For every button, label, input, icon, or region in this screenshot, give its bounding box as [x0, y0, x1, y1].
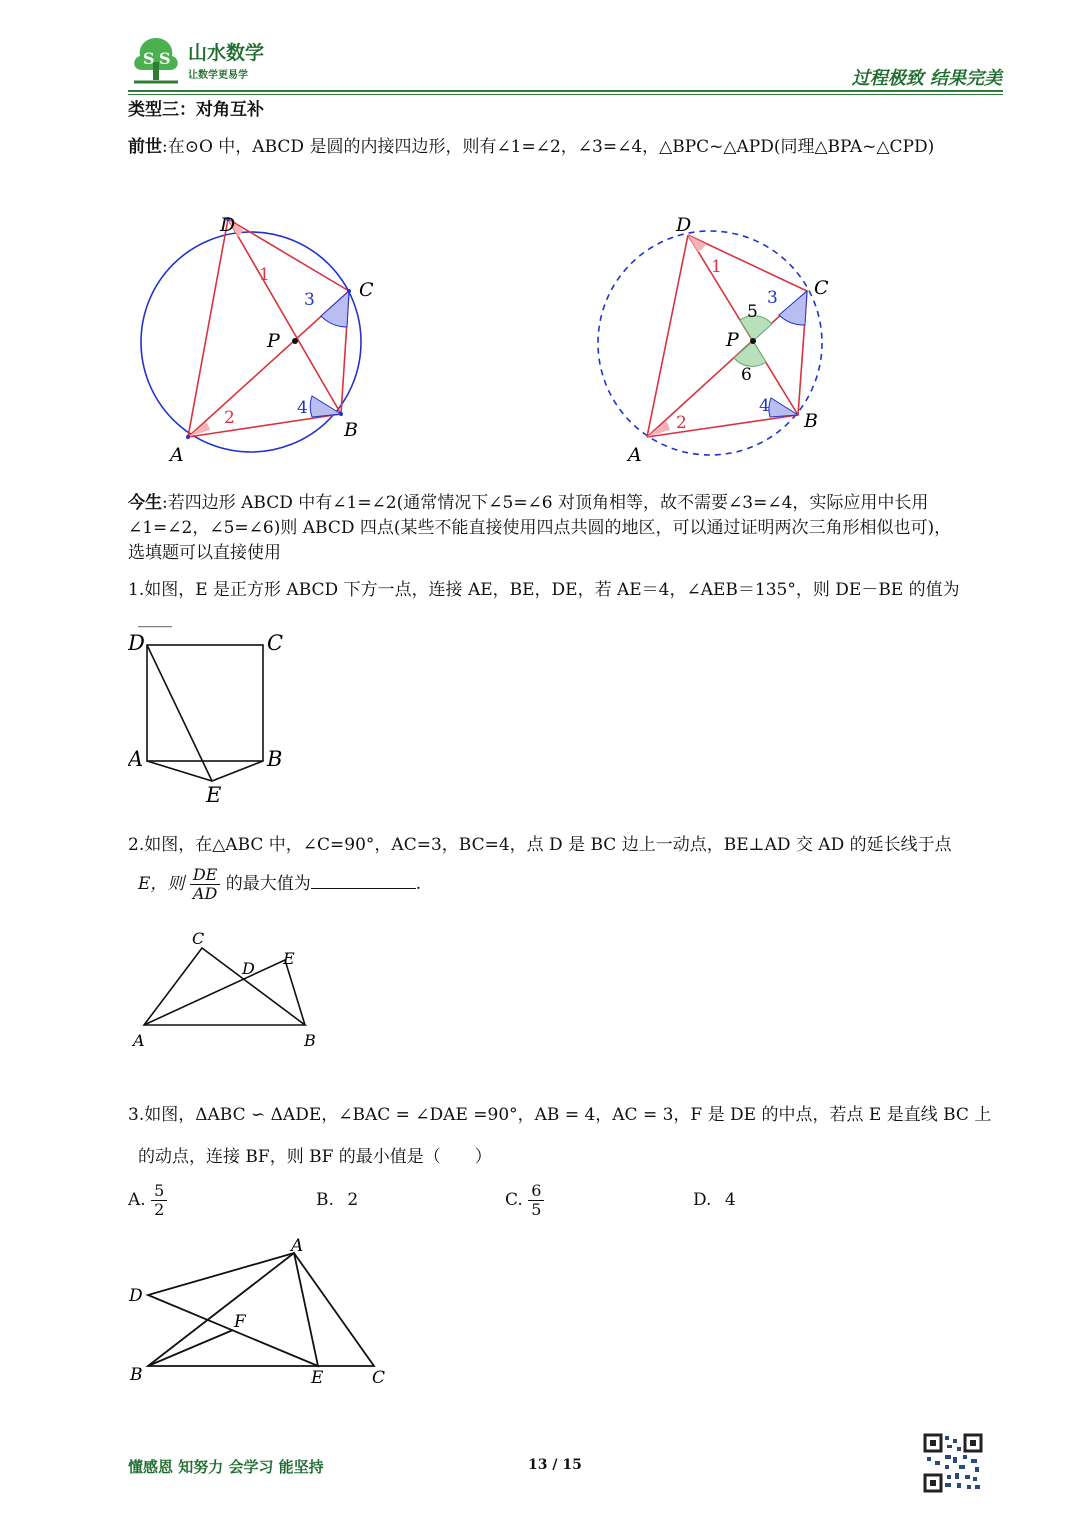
q3-figure [128, 1235, 398, 1395]
q2-fraction-num: DE [190, 866, 221, 885]
q3-line2: 的动点，连接 BF，则 BF 的最小值是（ ） [138, 1147, 492, 1167]
fig2-angle-1: 1 [711, 257, 722, 277]
q3-option-c-letter: C. [505, 1190, 523, 1210]
q3-option-c-frac [528, 1182, 544, 1219]
q2-answer-blank [311, 870, 416, 889]
q1-label-a: A [128, 747, 144, 771]
logo [128, 32, 184, 86]
section-title: 类型三：对角互补 [128, 100, 264, 120]
fig2-label-b: B [804, 410, 818, 432]
q2-label-e: E [283, 949, 295, 968]
q1-figure-square [128, 628, 298, 810]
page-number: 13 / 15 [528, 1457, 582, 1473]
qianshi-label: 前世 [128, 137, 162, 157]
fig2-label-p: P [726, 329, 739, 351]
q3-option-b-value: 2 [347, 1190, 359, 1210]
figure-inscribed-quadrilateral [128, 205, 388, 475]
q3-option-a-letter: A. [128, 1190, 146, 1210]
qianshi-text: :在⊙O 中，ABCD 是圆的内接四边形，则有∠1=∠2，∠3=∠4，△BPC~△APD(同理△BPA~△CPD) [162, 137, 935, 157]
fig1-label-d: D [220, 214, 236, 236]
q3-line1: 3.如图，ΔABC ∽ ΔADE，∠BAC = ∠DAE =90°，AB = 4，AC = 3，F 是 DE 的中点，若点 E 是直线 BC 上 [128, 1105, 992, 1125]
fig1-angle-2: 2 [224, 408, 235, 428]
jinsheng-line2: ∠1=∠2，∠5=∠6)则 ABCD 四点(某些不能直接使用四点共圆的地区，可以通过证明两次三角形相似也可)， [128, 518, 952, 538]
q2-line1: 2.如图，在△ABC 中，∠C=90°，AC=3，BC=4，点 D 是 BC 边上一动点，BE⊥AD 交 AD 的延长线于点 [128, 835, 952, 855]
q3-label-d: D [129, 1286, 143, 1306]
q2-line2-post: 的最大值为 [225, 874, 311, 894]
q3-option-c [505, 1178, 544, 1222]
fig2-angle-3: 3 [767, 288, 778, 308]
qr-code-icon [923, 1433, 983, 1493]
q2-fraction-den: AD [192, 884, 218, 903]
q2-label-c: C [192, 929, 205, 948]
q2-line2 [138, 864, 421, 904]
q2-fraction [190, 866, 221, 903]
fig2-angle-6: 6 [741, 365, 752, 385]
q3-option-c-num: 6 [528, 1182, 544, 1201]
fig1-angle-3: 3 [304, 290, 315, 310]
header-rule [128, 90, 1003, 92]
jinsheng-label: 今生 [128, 493, 162, 513]
header-slogan: 过程极致 结果完美 [851, 68, 1002, 89]
fig2-label-c: C [814, 277, 829, 299]
fig1-label-c: C [359, 279, 374, 301]
fig2-angle-4: 4 [759, 396, 770, 416]
q2-label-b: B [304, 1031, 316, 1050]
footer-motto: 懂感恩 知努力 会学习 能坚持 [128, 1458, 324, 1476]
q2-line2-end: . [415, 874, 422, 894]
svg-text:S: S [159, 49, 171, 68]
q3-option-a-den: 2 [154, 1200, 165, 1219]
q1-label-c: C [267, 631, 284, 655]
q2-label-a: A [133, 1031, 145, 1050]
q3-option-b-letter: B. [316, 1190, 334, 1210]
fig1-label-b: B [344, 419, 358, 441]
q3-option-a-frac [151, 1182, 167, 1219]
q3-option-c-den: 5 [531, 1200, 542, 1219]
q3-option-b [316, 1188, 358, 1213]
svg-text:S: S [143, 49, 155, 68]
fig1-angle-1: 1 [259, 265, 270, 285]
jinsheng-line1 [128, 491, 928, 516]
q3-label-f: F [234, 1312, 246, 1332]
logo-tagline: 让数学更易学 [188, 70, 248, 81]
q3-option-d [693, 1188, 736, 1213]
fig1-label-a: A [170, 444, 184, 466]
header-rule-thin [128, 94, 1003, 95]
q1-label-b: B [267, 747, 283, 771]
fig2-angle-5: 5 [747, 302, 758, 322]
q1-text: 1.如图，E 是正方形 ABCD 下方一点，连接 AE，BE，DE，若 AE＝4，∠AEB＝135°，则 DE－BE 的值为 [128, 580, 960, 600]
jinsheng-text1: :若四边形 ABCD 中有∠1=∠2(通常情况下∠5=∠6 对顶角相等，故不需要∠3=∠4，实际应用中长用 [162, 493, 929, 513]
fig2-label-d: D [676, 214, 692, 236]
q1-label-d: D [128, 631, 145, 655]
q3-label-e: E [311, 1368, 324, 1388]
q3-label-b: B [130, 1365, 143, 1385]
tree-logo-icon [128, 32, 184, 86]
q3-label-c: C [372, 1368, 386, 1388]
q3-option-a-num: 5 [151, 1182, 167, 1201]
q3-option-d-value: 4 [724, 1190, 736, 1210]
q3-option-a [128, 1178, 167, 1222]
qianshi-paragraph [128, 135, 934, 160]
jinsheng-line3: 选填题可以直接使用 [128, 543, 281, 563]
q2-figure-triangle [128, 926, 328, 1052]
fig2-label-a: A [628, 444, 642, 466]
fig1-label-p: P [267, 330, 280, 352]
q3-option-d-letter: D. [693, 1190, 712, 1210]
logo-name: 山水数学 [188, 42, 265, 64]
fig1-angle-4: 4 [297, 398, 308, 418]
q1-blank: ____ [138, 608, 172, 628]
figure-four-points-concyclic [590, 205, 850, 475]
q2-line2-pre: E，则 [138, 874, 185, 894]
q1-label-e: E [206, 783, 222, 807]
fig2-angle-2: 2 [676, 413, 687, 433]
q3-label-a: A [291, 1236, 304, 1256]
q2-label-d: D [242, 959, 255, 978]
